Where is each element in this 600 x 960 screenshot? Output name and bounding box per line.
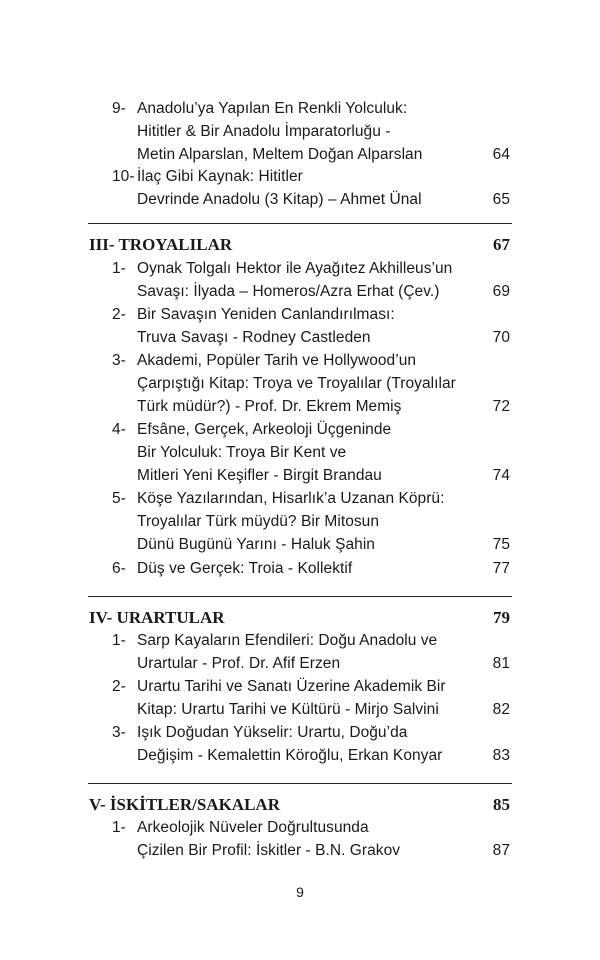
toc-entry: [0, 721, 600, 767]
entry-page-number: 82: [492, 701, 510, 719]
toc-entry-line: [0, 418, 600, 441]
toc-entry-line: [0, 533, 600, 556]
toc-entry-line: [0, 464, 600, 487]
entry-page-number: 69: [492, 283, 510, 301]
entry-text: Truva Savaşı - Rodney Castleden: [137, 329, 371, 347]
toc-entry: [0, 557, 600, 580]
entry-text: Çizilen Bir Profil: İskitler - B.N. Grakov: [137, 842, 401, 860]
section-page-number: 67: [493, 235, 510, 254]
toc-entry: [0, 257, 600, 303]
toc-entry-line: [0, 349, 600, 372]
entry-number: 3-: [112, 352, 126, 369]
entry-text: Çarpıştığı Kitap: Troya ve Troyalılar (Troyalılar: [137, 375, 456, 393]
entry-number: 1-: [112, 819, 126, 836]
entry-text: Akademi, Popüler Tarih ve Hollywood’un: [137, 352, 417, 369]
toc-entry: [0, 303, 600, 349]
toc-entry-line: [0, 487, 600, 510]
toc-entry-line: [0, 652, 600, 675]
entry-number: 1-: [112, 260, 126, 277]
toc-entry-line: [0, 120, 600, 143]
toc-entry-line: [0, 816, 600, 839]
section-page-number: 79: [493, 608, 510, 627]
entry-page-number: 70: [492, 329, 510, 347]
toc-entry-line: [0, 326, 600, 349]
entry-number: 2-: [112, 678, 126, 695]
entry-text: Mitleri Yeni Keşifler - Birgit Brandau: [137, 467, 382, 485]
toc-entry-line: [0, 839, 600, 862]
toc-entry-line: [0, 143, 600, 166]
entry-text: Urartular - Prof. Dr. Afif Erzen: [137, 655, 341, 673]
entry-number: 9-: [112, 100, 126, 117]
entry-text: Anadolu’ya Yapılan En Renkli Yolculuk:: [137, 100, 408, 117]
entry-text: Bir Yolculuk: Troya Bir Kent ve: [137, 444, 347, 462]
section-divider: [88, 783, 512, 784]
toc-entry: [0, 349, 600, 419]
toc-entry: [0, 97, 600, 167]
entry-text: Kitap: Urartu Tarihi ve Kültürü - Mirjo Salvini: [137, 701, 439, 719]
page-number: 9: [296, 884, 304, 900]
section-page-number: 85: [493, 795, 510, 814]
entry-text: Metin Alparslan, Meltem Doğan Alparslan: [137, 146, 423, 164]
entry-text: Troyalılar Türk müydü? Bir Mitosun: [137, 513, 380, 531]
entry-page-number: 81: [492, 655, 510, 673]
section-divider: [88, 223, 512, 224]
entry-number: 3-: [112, 724, 126, 741]
toc-entry-line: [0, 303, 600, 326]
toc-entry: [0, 165, 600, 211]
toc-entry-line: [0, 510, 600, 533]
entry-number: 6-: [112, 560, 126, 577]
entry-number: 4-: [112, 421, 126, 438]
toc-entry-line: [0, 629, 600, 652]
toc-entry: [0, 675, 600, 721]
entry-page-number: 65: [492, 191, 510, 209]
toc-entry-line: [0, 557, 600, 580]
entry-page-number: 77: [492, 560, 510, 577]
entry-text: Köşe Yazılarından, Hisarlık’a Uzanan Köprü:: [137, 490, 445, 507]
toc-entry: [0, 629, 600, 675]
toc-entry: [0, 418, 600, 488]
section-title: V- İSKİTLER/SAKALAR: [89, 795, 280, 814]
entry-text: Oynak Tolgalı Hektor ile Ayağıtez Akhilleus’un: [137, 260, 453, 277]
toc-entry-line: [0, 744, 600, 767]
entry-page-number: 64: [492, 146, 510, 164]
entry-page-number: 87: [492, 842, 510, 860]
toc-entry-line: [0, 721, 600, 744]
entry-text: Efsâne, Gerçek, Arkeoloji Üçgeninde: [137, 421, 392, 438]
entry-text: Değişim - Kemalettin Köroğlu, Erkan Konyar: [137, 747, 443, 765]
entry-text: Sarp Kayaların Efendileri: Doğu Anadolu ve: [137, 632, 438, 649]
toc-entry-line: [0, 97, 600, 120]
entry-number: 5-: [112, 490, 126, 507]
toc-section-heading: [0, 605, 600, 631]
entry-text: İlaç Gibi Kaynak: Hititler: [137, 168, 303, 185]
toc-entry-line: [0, 372, 600, 395]
entry-text: Arkeolojik Nüveler Doğrultusunda: [137, 819, 369, 836]
entry-text: Düş ve Gerçek: Troia - Kollektif: [137, 560, 353, 577]
section-title: III- TROYALILAR: [89, 235, 233, 254]
toc-entry: [0, 487, 600, 557]
section-title: IV- URARTULAR: [89, 608, 225, 627]
entry-text: Devrinde Anadolu (3 Kitap) – Ahmet Ünal: [137, 191, 422, 209]
section-divider: [88, 596, 512, 597]
toc-entry-line: [0, 675, 600, 698]
toc-entry-line: [0, 188, 600, 211]
toc-entry: [0, 816, 600, 862]
entry-text: Savaşı: İlyada – Homeros/Azra Erhat (Çev.): [137, 283, 440, 301]
entry-page-number: 83: [492, 747, 510, 765]
entry-page-number: 74: [492, 467, 510, 485]
toc-entry-line: [0, 441, 600, 464]
entry-text: Dünü Bugünü Yarını - Haluk Şahin: [137, 536, 375, 554]
toc-section-heading: [0, 792, 600, 818]
toc-entry-line: [0, 257, 600, 280]
entry-number: 1-: [112, 632, 126, 649]
entry-number: 10-: [112, 168, 135, 185]
entry-page-number: 75: [492, 536, 510, 554]
entry-text: Işık Doğudan Yükselir: Urartu, Doğu’da: [137, 724, 408, 741]
entry-text: Türk müdür?) - Prof. Dr. Ekrem Memiş: [137, 398, 402, 416]
toc-entry-line: [0, 280, 600, 303]
toc-entry-line: [0, 698, 600, 721]
entry-text: Hititler & Bir Anadolu İmparatorluğu -: [137, 123, 391, 141]
toc-section-heading: [0, 232, 600, 258]
entry-text: Urartu Tarihi ve Sanatı Üzerine Akademik Bir: [137, 678, 446, 695]
entry-text: Bir Savaşın Yeniden Canlandırılması:: [137, 306, 395, 323]
toc-entry-line: [0, 395, 600, 418]
toc-entry-line: [0, 165, 600, 188]
entry-number: 2-: [112, 306, 126, 323]
entry-page-number: 72: [492, 398, 510, 416]
